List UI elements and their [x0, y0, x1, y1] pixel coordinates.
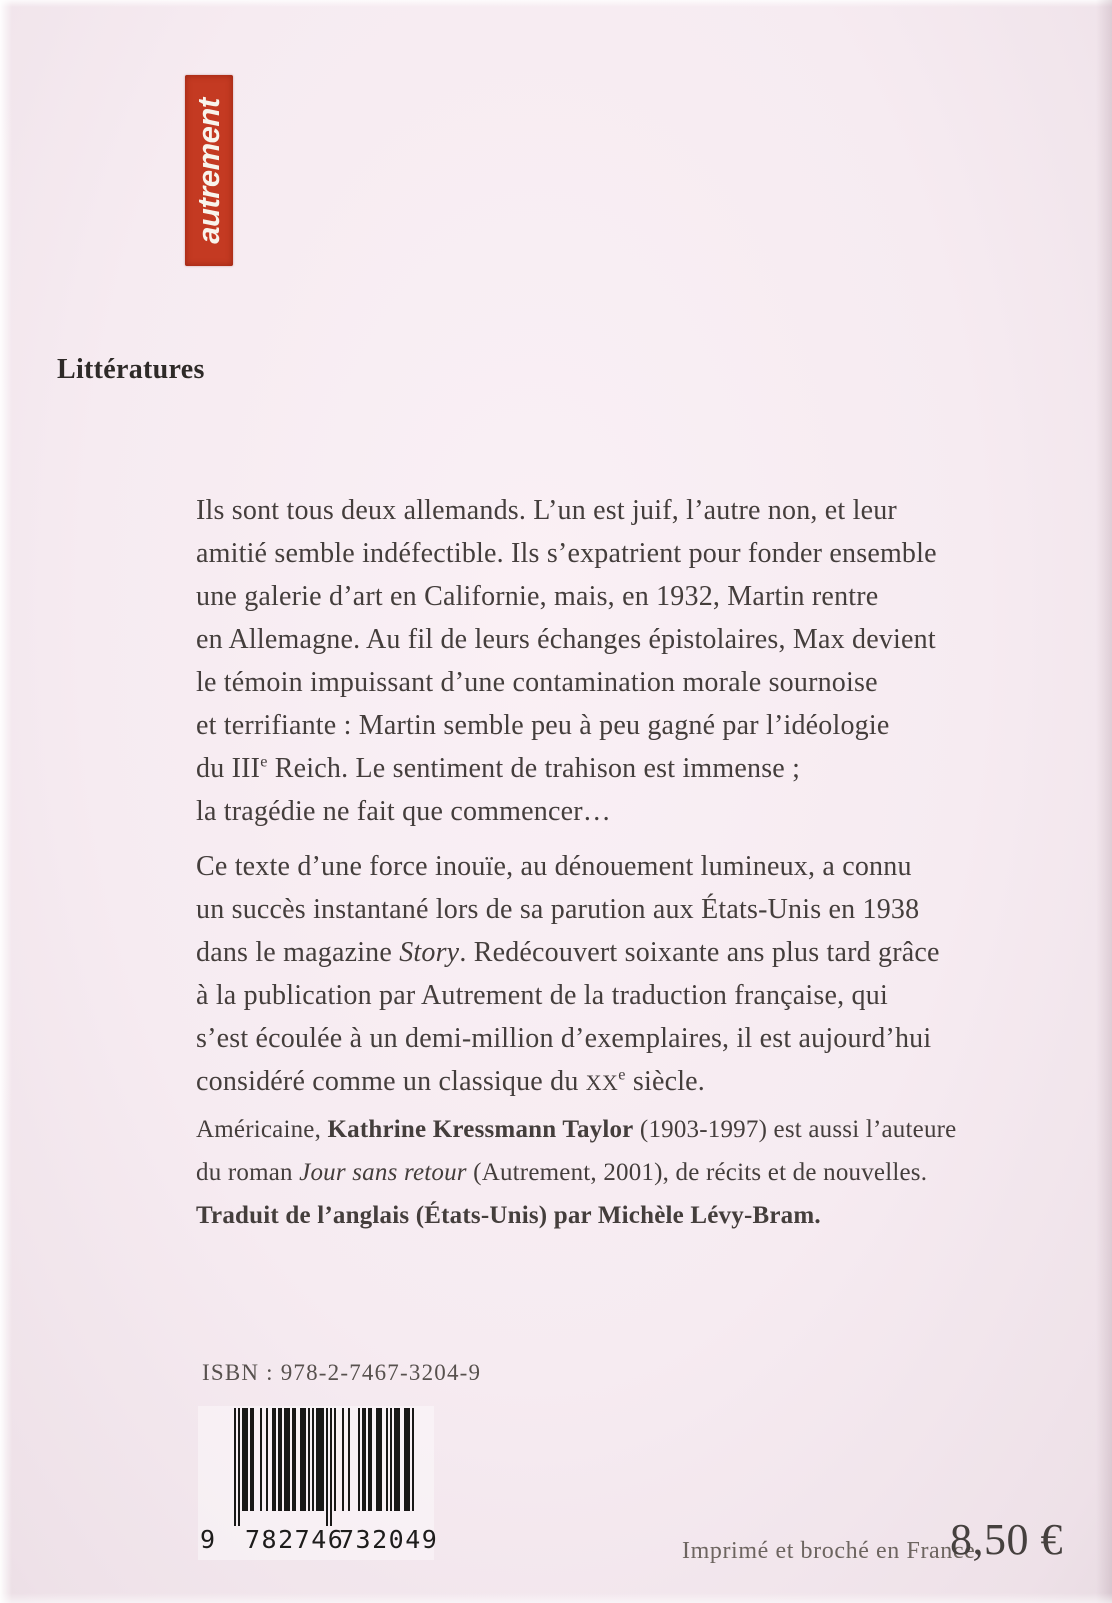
printed-in-france-note: Imprimé et broché en France [682, 1538, 976, 1564]
scan-edge-right [1096, 0, 1112, 1603]
synopsis-paragraph-2 [196, 845, 940, 1103]
author-text: Américaine, [196, 1116, 328, 1143]
scan-edge-left [0, 0, 12, 1603]
publisher-logo [185, 75, 233, 266]
synopsis-line: le témoin impuissant d’une contamination morale sournoise [196, 667, 878, 698]
synopsis-text: Reich. Le sentiment de trahison est immense ; [267, 753, 801, 784]
barcode-digits-right: 732049 [339, 1525, 439, 1554]
synopsis-line [196, 1060, 940, 1103]
author-text: (Autrement, 2001), de récits et de nouvelles. [466, 1159, 928, 1186]
scan-edge-bottom [0, 1593, 1112, 1603]
synopsis-line: la tragédie ne fait que commencer… [196, 796, 611, 827]
synopsis-text: du III [196, 753, 261, 784]
ordinal-superscript: e [618, 1065, 626, 1084]
synopsis-line: et terrifiante : Martin semble peu à peu gagné par l’idéologie [196, 710, 890, 741]
publisher-logo-text: autrement [191, 97, 226, 244]
synopsis-line: à la publication par Autrement de la traduction française, qui [196, 980, 888, 1011]
author-line [196, 1108, 956, 1151]
synopsis-text: considéré comme un classique du [196, 1066, 586, 1097]
synopsis-line [196, 747, 937, 790]
author-paragraph [196, 1108, 956, 1237]
translator-credit: Traduit de l’anglais (États-Unis) par Michèle Lévy-Bram. [196, 1202, 821, 1229]
barcode-digit-first: 9 [200, 1525, 217, 1554]
synopsis-line: en Allemagne. Au fil de leurs échanges épistolaires, Max devient [196, 624, 936, 655]
synopsis-line: s’est écoulée à un demi-million d’exemplaires, il est aujourd’hui [196, 1023, 932, 1054]
magazine-title: Story [399, 937, 460, 968]
author-line [196, 1151, 956, 1194]
collection-label: Littératures [57, 354, 205, 385]
scan-edge-top [0, 0, 1112, 7]
synopsis-line: Ce texte d’une force inouïe, au dénouement lumineux, a connu [196, 851, 912, 882]
synopsis-text: siècle. [625, 1066, 706, 1097]
book-title: Jour sans retour [299, 1159, 467, 1186]
synopsis-line: amitié semble indéfectible. Ils s’expatrient pour fonder ensemble [196, 538, 937, 569]
barcode-digits-left: 782746 [245, 1525, 345, 1554]
synopsis-text: dans le magazine [196, 937, 400, 968]
isbn-label: ISBN : 978-2-7467-3204-9 [202, 1360, 482, 1385]
author-text: (1903-1997) est aussi l’auteure [633, 1116, 957, 1143]
author-name: Kathrine Kressmann Taylor [327, 1116, 634, 1143]
synopsis-text: . Redécouvert soixante ans plus tard grâce [459, 937, 940, 968]
barcode [198, 1406, 439, 1560]
century-numeral: XX [585, 1071, 619, 1095]
synopsis-paragraph-1 [196, 489, 937, 833]
synopsis-line [196, 931, 940, 974]
author-text: du roman [196, 1159, 300, 1186]
barcode-bars [234, 1408, 424, 1528]
synopsis-line: un succès instantané lors de sa parution aux États-Unis en 1938 [196, 894, 920, 925]
price-label: 8,50 € [950, 1515, 1063, 1564]
synopsis-line: une galerie d’art en Californie, mais, en 1932, Martin rentre [196, 581, 879, 612]
synopsis-line: Ils sont tous deux allemands. L’un est juif, l’autre non, et leur [196, 495, 897, 526]
ordinal-superscript: e [260, 752, 268, 771]
